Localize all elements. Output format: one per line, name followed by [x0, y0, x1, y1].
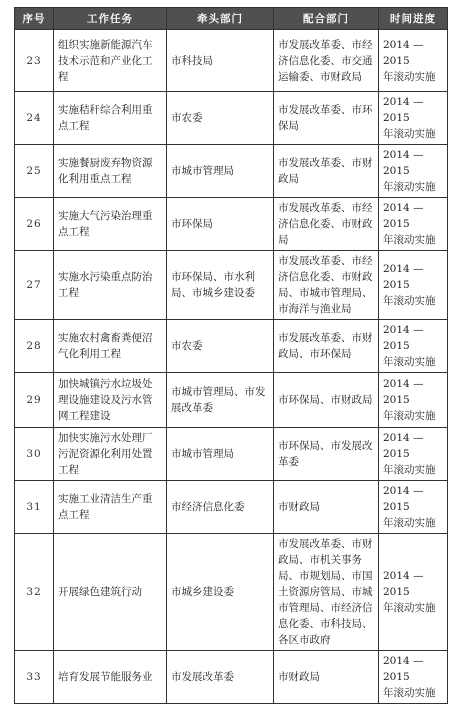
cooperating-departments-cell: 市发展改革委、市经济信息化委、市交通运输委、市财政局: [274, 30, 379, 92]
task-cell: 培育发展节能服务业: [54, 651, 167, 704]
table-row: [15, 92, 448, 145]
task-cell: 实施大气污染治理重点工程: [54, 198, 167, 251]
time-progress-cell: 2014 — 2015 年滚动实施: [379, 534, 448, 651]
cooperating-departments-cell: 市发展改革委、市经济信息化委、市财政局: [274, 198, 379, 251]
header-cell-no: 序号: [15, 8, 54, 30]
time-progress-cell: 2014 — 2015 年滚动实施: [379, 251, 448, 320]
table-row: [15, 428, 448, 481]
time-progress-cell: 2014 — 2015 年滚动实施: [379, 481, 448, 534]
row-number: 25: [15, 145, 54, 198]
row-number: 26: [15, 198, 54, 251]
task-cell: 加快城镇污水垃圾处理设施建设及污水管网工程建设: [54, 373, 167, 428]
table-row: [15, 251, 448, 320]
row-number: 29: [15, 373, 54, 428]
lead-department-cell: 市经济信息化委: [167, 481, 274, 534]
time-progress-cell: 2014 — 2015 年滚动实施: [379, 198, 448, 251]
cooperating-departments-cell: 市环保局、市发展改革委: [274, 428, 379, 481]
table-row: [15, 320, 448, 373]
cooperating-departments-cell: 市发展改革委、市经济信息化委、市财政局、市城市管理局、市海洋与渔业局: [274, 251, 379, 320]
row-number: 33: [15, 651, 54, 704]
time-progress-cell: 2014 — 2015 年滚动实施: [379, 145, 448, 198]
lead-department-cell: 市科技局: [167, 30, 274, 92]
task-cell: 实施餐厨废弃物资源化利用重点工程: [54, 145, 167, 198]
lead-department-cell: 市城乡建设委: [167, 534, 274, 651]
lead-department-cell: 市环保局: [167, 198, 274, 251]
lead-department-cell: 市农委: [167, 92, 274, 145]
lead-department-cell: 市城市管理局、市发展改革委: [167, 373, 274, 428]
task-cell: 实施农村禽畜粪便沼气化利用工程: [54, 320, 167, 373]
task-cell: 实施工业清洁生产重点工程: [54, 481, 167, 534]
time-progress-cell: 2014 — 2015 年滚动实施: [379, 30, 448, 92]
task-cell: 实施秸秆综合利用重点工程: [54, 92, 167, 145]
task-table: [14, 7, 448, 704]
table-row: [15, 145, 448, 198]
cooperating-departments-cell: 市发展改革委、市环保局: [274, 92, 379, 145]
time-progress-cell: 2014 — 2015 年滚动实施: [379, 373, 448, 428]
cooperating-departments-cell: 市财政局: [274, 651, 379, 704]
table-body: [15, 30, 448, 704]
table-row: [15, 651, 448, 704]
time-progress-cell: 2014 — 2015 年滚动实施: [379, 428, 448, 481]
header-cell-coop: 配合部门: [274, 8, 379, 30]
lead-department-cell: 市环保局、市水利局、市城乡建设委: [167, 251, 274, 320]
task-cell: 加快实施污水处理厂污泥资源化利用处置工程: [54, 428, 167, 481]
header-cell-lead: 牵头部门: [167, 8, 274, 30]
table-row: [15, 198, 448, 251]
row-number: 27: [15, 251, 54, 320]
time-progress-cell: 2014 — 2015 年滚动实施: [379, 92, 448, 145]
time-progress-cell: 2014 — 2015 年滚动实施: [379, 651, 448, 704]
table-row: [15, 373, 448, 428]
row-number: 24: [15, 92, 54, 145]
lead-department-cell: 市农委: [167, 320, 274, 373]
task-cell: 开展绿色建筑行动: [54, 534, 167, 651]
cooperating-departments-cell: 市发展改革委、市财政局、市环保局: [274, 320, 379, 373]
cooperating-departments-cell: 市发展改革委、市财政局: [274, 145, 379, 198]
table-row: [15, 30, 448, 92]
cooperating-departments-cell: 市发展改革委、市财政局、市机关事务局、市规划局、市国土资源房管局、市城市管理局、市经济信息化委、市科技局、各区市政府: [274, 534, 379, 651]
lead-department-cell: 市城市管理局: [167, 145, 274, 198]
lead-department-cell: 市城市管理局: [167, 428, 274, 481]
lead-department-cell: 市发展改革委: [167, 651, 274, 704]
header-row: [15, 8, 448, 30]
row-number: 28: [15, 320, 54, 373]
header-cell-time: 时间进度: [379, 8, 448, 30]
task-cell: 组织实施新能源汽车技术示范和产业化工程: [54, 30, 167, 92]
row-number: 30: [15, 428, 54, 481]
row-number: 23: [15, 30, 54, 92]
table-row: [15, 481, 448, 534]
row-number: 32: [15, 534, 54, 651]
header-cell-task: 工作任务: [54, 8, 167, 30]
table-row: [15, 534, 448, 651]
row-number: 31: [15, 481, 54, 534]
time-progress-cell: 2014 — 2015 年滚动实施: [379, 320, 448, 373]
cooperating-departments-cell: 市财政局: [274, 481, 379, 534]
task-cell: 实施水污染重点防治工程: [54, 251, 167, 320]
table-header: [15, 8, 448, 30]
cooperating-departments-cell: 市环保局、市财政局: [274, 373, 379, 428]
